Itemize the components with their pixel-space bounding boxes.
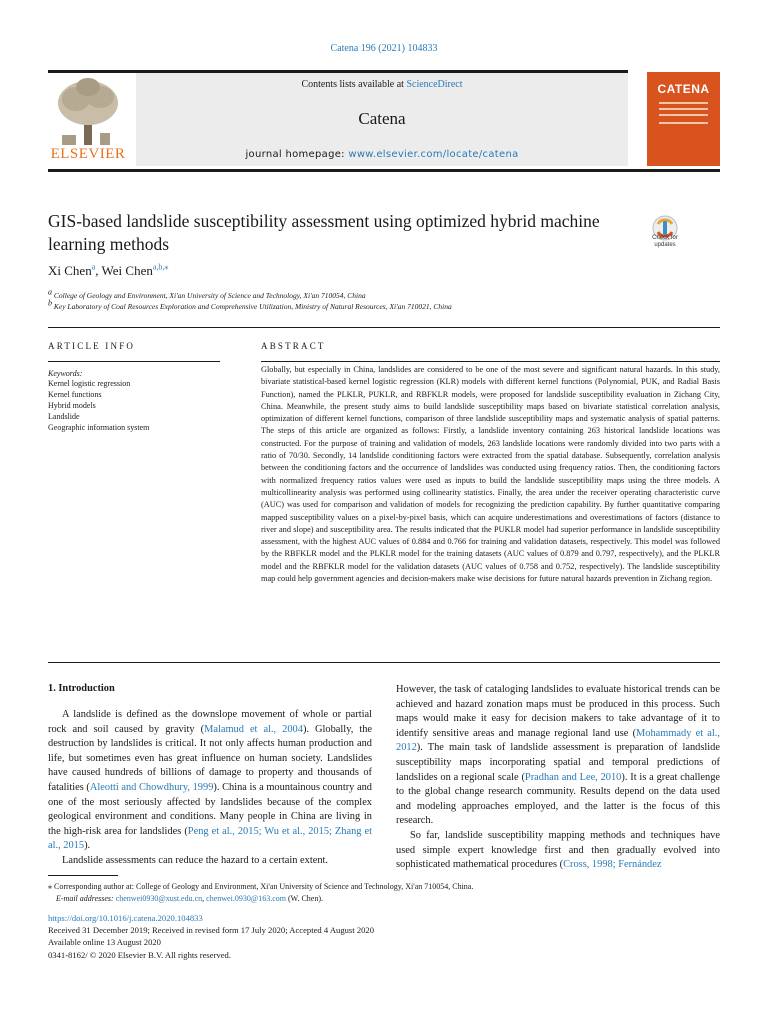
email-tail: (W. Chen). <box>285 893 323 903</box>
paragraph <box>396 683 720 829</box>
keyword-item: Hybrid models <box>48 401 96 410</box>
citation-link[interactable]: Aleotti and Chowdhury, 1999 <box>89 781 214 793</box>
received-dates: Received 31 December 2019; Received in revised form 17 July 2020; Accepted 4 August 2020 <box>48 925 375 936</box>
abstract-rule <box>261 361 720 362</box>
text-run: However, the task of cataloging landslides to evaluate historical trends can be achieved and hazard zonation maps must be produced in this process. Such maps would make it easy for decision makers to take advantage of it to identify sensitive areas and manage regional land use ( <box>396 684 720 739</box>
footnote-mark: ⁎ <box>48 882 52 891</box>
text-run: ). It is a great challenge to the global change research community. Results depend on the data used and modeling approaches employed, and the latter is the focus of this research. <box>396 771 720 827</box>
citation-link[interactable]: Peng et al., 2015; Wu et al., 2015; Zhang et al., 2015 <box>48 825 372 852</box>
contents-availability <box>136 79 628 90</box>
journal-citation-link[interactable]: Catena 196 (2021) 104833 <box>330 43 438 54</box>
text-run: ). The main task of landslide assessment is preparation of landslide susceptibility maps incorporating spatial and temporal predictions of landslides on a regional scale ( <box>396 742 720 783</box>
author-affiliation-mark[interactable]: a <box>91 262 96 272</box>
affiliation-b <box>48 298 452 311</box>
text-run: ). Globally, the destruction by landslides is critical. It not only affects human production and life, but sometimes even has great influence on human society. Landslides have caused hundreds of billions of damage to property and thousands of fatalities ( <box>48 723 373 793</box>
elsevier-wordmark: ELSEVIER <box>50 146 126 162</box>
paragraph <box>48 854 372 869</box>
header-bottom-rule <box>48 169 720 172</box>
email-label: E-mail addresses: <box>56 893 116 903</box>
cover-text-line <box>659 114 708 116</box>
email-link[interactable]: chenwei0930@xust.edu.cn <box>115 893 203 903</box>
text-run: So far, landslide susceptibility mapping methods and techniques have used simple expert knowledge first and then gradually evolved into sophisticated mathematical procedures ( <box>396 829 720 871</box>
text-run: A landslide is defined as the downslope movement of whole or partial rock and soil caused by gravity ( <box>48 709 372 735</box>
email-separator: , <box>202 893 207 903</box>
citation-link[interactable]: Pradhan and Lee, 2010 <box>524 771 622 783</box>
article-title: GIS-based landslide susceptibility assessment using optimized hybrid machine learning methods <box>48 211 600 254</box>
journal-header-band <box>136 73 628 166</box>
author-list <box>48 263 168 279</box>
cover-text-line <box>659 108 708 110</box>
text-run: Landslide assessments can reduce the hazard to a certain extent. <box>62 854 329 866</box>
article-info-heading: ARTICLE INFO <box>48 341 136 351</box>
abstract-text: Globally, but especially in China, landslides are considered to be one of the most severe and significant natural hazards. In this study, bivariate statistical-based kernel logistic regression (KLR) models with different kernel functions (Polynomial, PUK, and Radial Basis Function), named the PLKLR, PUKLR, and RBFKLR models, were proposed for landslide susceptibility evaluation in Zichang City, China. Meanwhile, the present study aims to build landslide susceptibility maps based on bivariate statistical correlation analysis, optimization of different kernel functions, comparison of three landslide susceptibility maps and systematic analysis of spatial patterns. The steps of this article are organized as follows: Firstly, a landslide inventory containing 263 historical landslide locations was constructed. For the purpose of training and validation of models, 263 landslide locations were randomly divided into two parts with a ratio of 70/30. Secondly, 14 landslide conditioning factors were extracted from the spatial database. Subsequently, correlation analysis between the conditioning factors and the occurrence of landslides was conducted using frequency ratios. Then, the conditioning factors with normalized frequency ratios values were used as inputs to build the landslide susceptibility maps using the three models. A multicollinearity analysis was performed using collinearity statistics. Finally, the area under the receiver operating characteristic curve (AUC) was used for comparison and validation of models for recognizing the prediction capability. By further quantitative comparing mapped susceptibility values on a pixel-by-pixel basis, which can acquire underestimations and overestimations of factors (distance to river and slope) and susceptibility area. The results indicated that the PUKLR model had superior performance in landslide susceptibility assessment, with the highest AUC values of 0.884 and 0.766 for training and validation datasets, respectively. This model was followed by the RBFKLR model and the PLKLR model for the training datasets (AUC values of 0.879 and 0.797, respectively), and the PLKLR model and the RBFKLR model for the validation datasets (AUC values of 0.758 and 0.752, respectively). The landslide susceptibility map could help government agencies and decision-makers make wise decisions for future natural hazards prevention in Zichang region. <box>261 365 720 584</box>
online-date: Available online 13 August 2020 <box>48 937 161 948</box>
cover-text-line <box>659 122 708 124</box>
author-affiliation-mark[interactable]: a,b,⁎ <box>152 262 169 272</box>
abstract-heading: ABSTRACT <box>261 341 326 351</box>
cover-title: CATENA <box>657 82 710 96</box>
email-link[interactable]: chenwei.0930@163.com <box>206 893 286 903</box>
affiliation-text: College of Geology and Environment, Xi'an University of Science and Technology, Xi'an 710054, China <box>53 291 366 300</box>
footnote-line <box>48 881 720 893</box>
copyright-line: 0341-8162/ © 2020 Elsevier B.V. All rights reserved. <box>48 949 231 960</box>
journal-cover-image[interactable] <box>647 72 720 166</box>
citation-link[interactable]: Cross, 1998; Fernández <box>563 859 662 871</box>
article-info-rule <box>48 361 220 362</box>
corresponding-author-footnote <box>48 881 720 904</box>
abstract-bottom-rule <box>48 662 720 663</box>
author-name: Wei Chen <box>101 263 153 278</box>
footnote-email-line <box>48 893 720 905</box>
footnote-text: Corresponding author at: College of Geology and Environment, Xi'an University of Science and Technology, Xi'an 710054, China. <box>52 882 474 891</box>
keyword-item: Kernel functions <box>48 390 102 399</box>
citation-link[interactable]: Mohammady et al., 2012 <box>396 727 720 754</box>
cover-text-line <box>659 102 708 104</box>
doi-link[interactable]: https://doi.org/10.1016/j.catena.2020.104833 <box>48 913 203 923</box>
citation-link[interactable]: Malamud et al., 2004 <box>204 723 303 735</box>
text-run: ). China is a mountainous country and one of the most seriously affected by landslides because of the complex geological environment and conditions. Many people in China are living in the high-risk area for landslides ( <box>48 781 372 837</box>
keyword-item: Landslide <box>48 412 80 421</box>
keyword-item: Kernel logistic regression <box>48 379 131 388</box>
keyword-item: Geographic information system <box>48 423 150 432</box>
body-column-right <box>396 683 720 873</box>
title-block-rule <box>48 327 720 328</box>
journal-homepage <box>136 149 628 160</box>
homepage-prefix: journal homepage: <box>245 149 349 160</box>
publication-info <box>48 912 720 961</box>
sciencedirect-link[interactable]: ScienceDirect <box>406 79 463 90</box>
affiliation-mark: a <box>48 287 52 297</box>
keywords-label: Keywords: <box>48 369 83 378</box>
badge-line-2: updates <box>654 242 676 248</box>
badge-line-1: Check for <box>652 235 678 241</box>
paragraph <box>396 829 720 873</box>
paragraph <box>48 708 372 854</box>
author-name: Xi Chen <box>48 263 92 278</box>
section-heading-introduction: 1. Introduction <box>48 683 115 694</box>
author-separator: , <box>95 263 102 278</box>
homepage-link[interactable]: www.elsevier.com/locate/catena <box>348 149 519 160</box>
affiliation-mark: b <box>48 298 52 308</box>
check-for-updates-label[interactable] <box>640 235 690 249</box>
contents-prefix: Contents lists available at <box>301 79 407 90</box>
journal-name: Catena <box>358 109 406 128</box>
footnote-rule <box>48 875 118 876</box>
affiliation-a <box>48 287 366 300</box>
body-column-left <box>48 708 372 869</box>
affiliation-text: Key Laboratory of Coal Resources Exploration and Comprehensive Utilization, Ministry of Natural Resources, Xi'an 710021, China <box>53 302 452 311</box>
text-run: ). <box>84 840 91 852</box>
